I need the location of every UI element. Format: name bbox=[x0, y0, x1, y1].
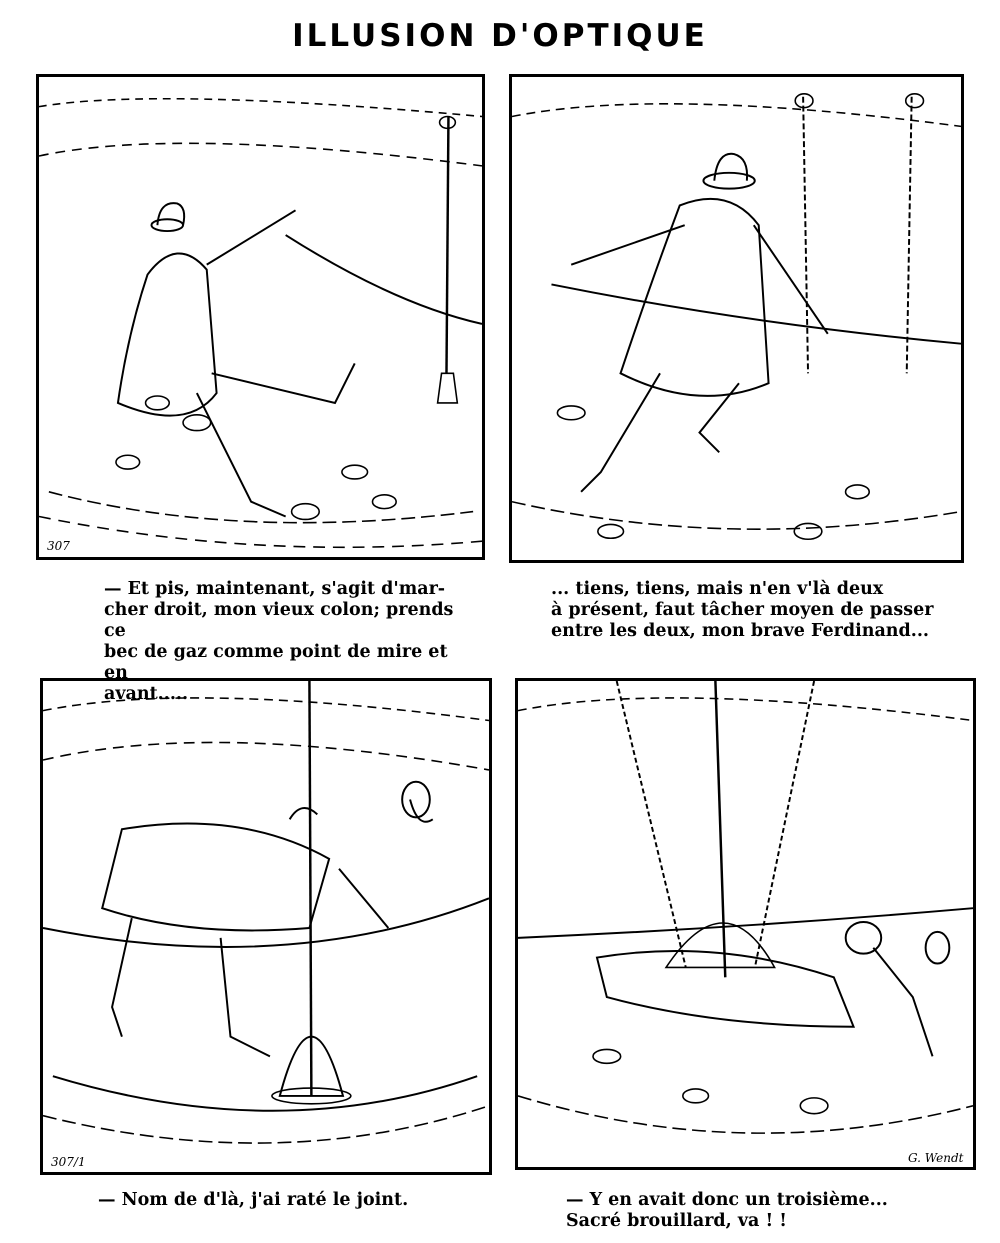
panel-1-mark: 307 bbox=[47, 539, 70, 553]
comic-panel-1 bbox=[36, 74, 485, 560]
panel-4-signature: G. Wendt bbox=[908, 1151, 964, 1165]
page-title: ILLUSION D'OPTIQUE bbox=[292, 18, 708, 54]
panel-2-caption: ... tiens, tiens, mais n'en v'là deux à présent, faut tâcher moyen de passer entre les deux, mon brave Ferdinand... bbox=[551, 579, 934, 641]
panel-4-drawing bbox=[518, 681, 973, 1167]
panel-4-caption: — Y en avait donc un troisième... Sacré brouillard, va ! ! bbox=[566, 1190, 888, 1231]
comic-panel-4 bbox=[515, 678, 976, 1170]
comic-panel-2 bbox=[509, 74, 964, 563]
panel-3-caption: — Nom de d'là, j'ai raté le joint. bbox=[98, 1190, 409, 1210]
panel-3-drawing bbox=[43, 681, 489, 1172]
panel-1-caption: — Et pis, maintenant, s'agit d'mar- cher droit, mon vieux colon; prends ce bec de gaz comme point de mire et en avant..... bbox=[104, 579, 454, 704]
panel-3-mark: 307/1 bbox=[51, 1155, 86, 1169]
panel-1-drawing bbox=[39, 77, 482, 557]
comic-panel-3 bbox=[40, 678, 492, 1175]
panel-2-drawing bbox=[512, 77, 961, 560]
